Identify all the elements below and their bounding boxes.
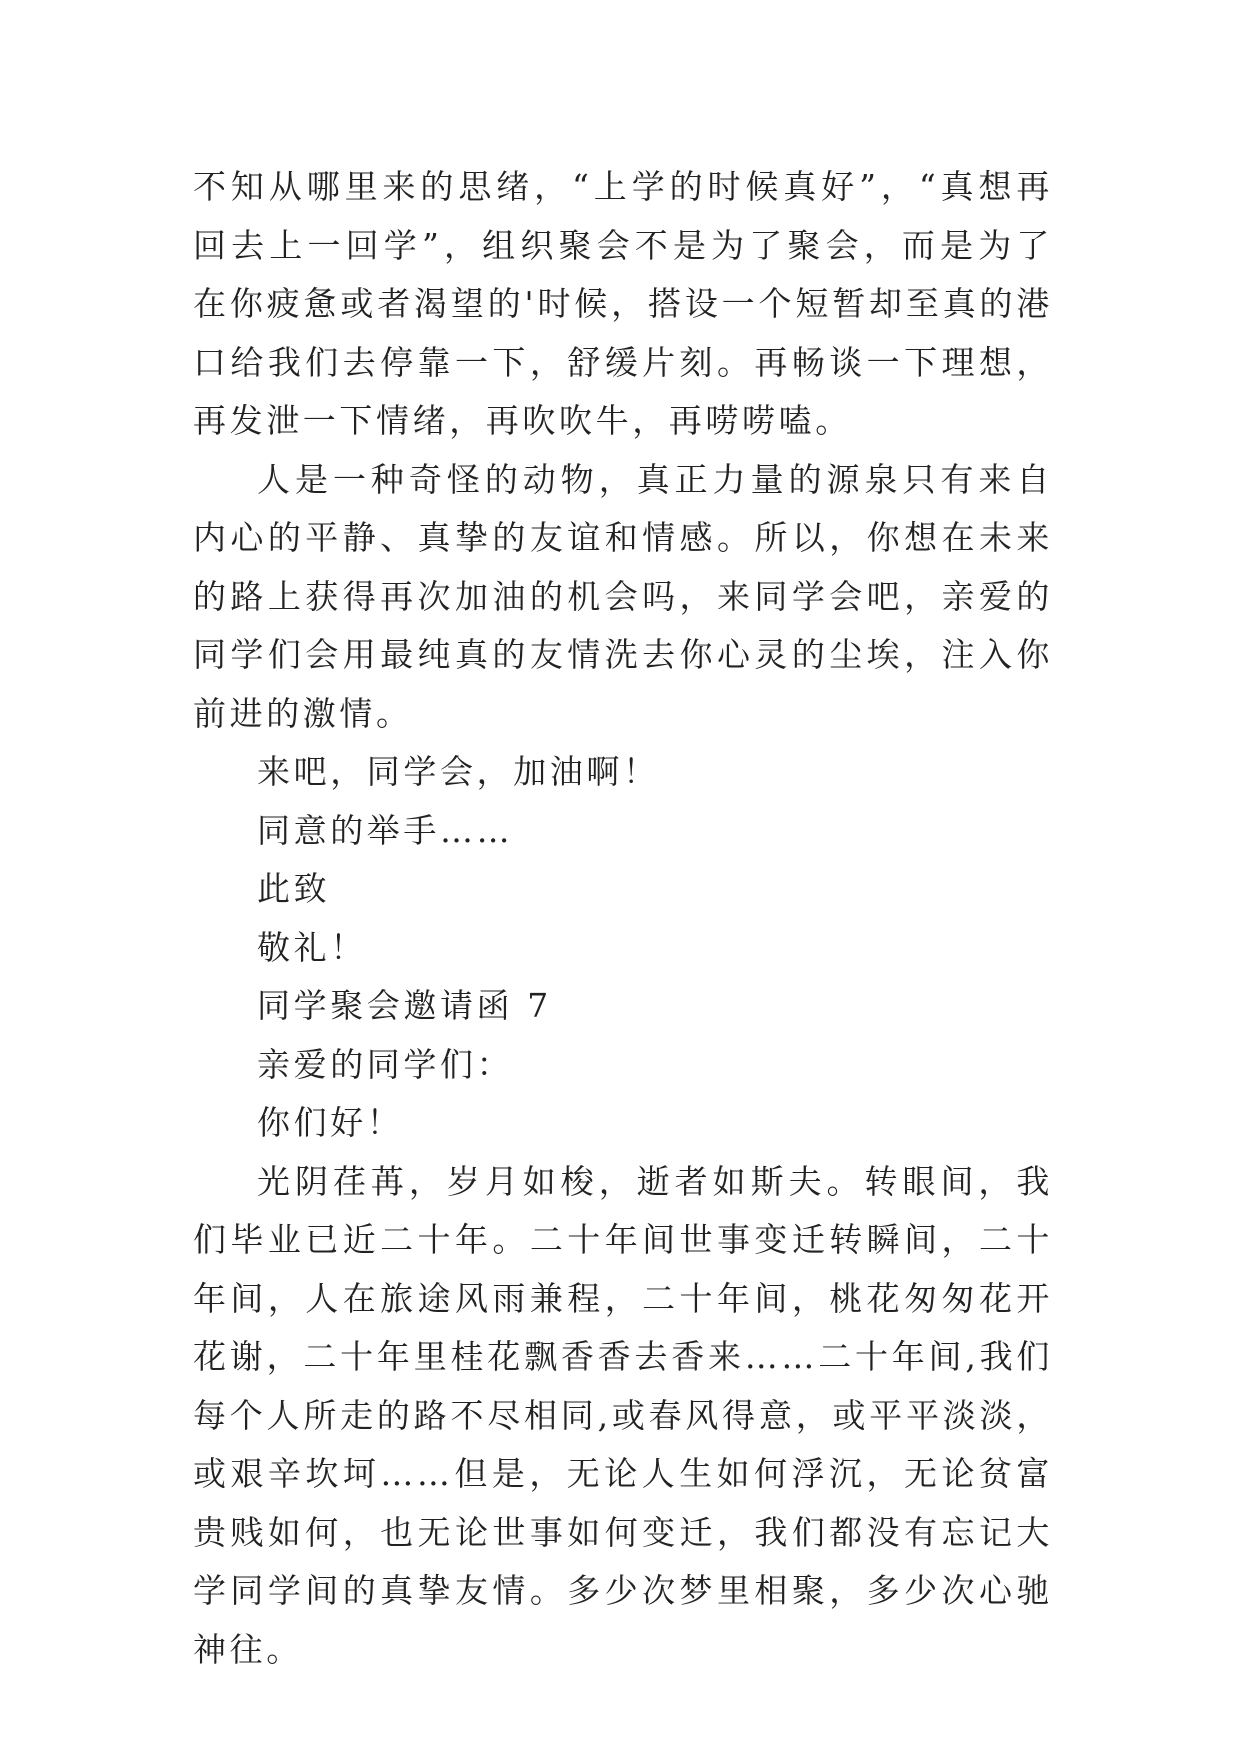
greeting-hello: 你们好！ (257, 1103, 404, 1142)
paragraph-agree: 同意的举手…… (257, 810, 514, 850)
paragraph-continuation: 不知从哪里来的思绪，“上学的时候真好”，“真想再回去上一回学”，组织聚会不是为了聚会，而是为了在你疲惫或者渴望的'时候，搭设一个短暂却至真的港口给我们去停靠一下，舒缓片刻。再畅谈一下理想，再发泄一下情绪，再吹吹牛，再唠唠嗑。 (193, 167, 1053, 440)
paragraph: 人是一种奇怪的动物，真正力量的源泉只有来自内心的平静、真挚的友谊和情感。所以，你想在未来的路上获得再次加油的机会吗，来同学会吧，亲爱的同学们会用最纯真的友情洗去你心灵的尘埃，注入你前进的激情。 (193, 459, 1053, 733)
greeting-recipient: 亲爱的同学们： (257, 1044, 514, 1084)
section-heading: 同学聚会邀请函 7 (257, 986, 552, 1025)
closing-salutation: 此致 (257, 869, 331, 908)
closing-regards: 敬礼！ (257, 927, 367, 967)
paragraph-call-to-action: 来吧，同学会，加油啊！ (257, 752, 660, 791)
document-body (193, 158, 1053, 1679)
paragraph: 光阴荏苒，岁月如梭，逝者如斯夫。转眼间，我们毕业已近二十年。二十年间世事变迁转瞬间，二十年间，人在旅途风雨兼程，二十年间，桃花匆匆花开花谢，二十年里桂花飘香香去香来……二十年间,我们每个人所走的路不尽相同,或春风得意，或平平淡淡，或艰辛坎坷……但是，无论人生如何浮沉，无论贫富贵贱如何，也无论世事如何变迁，我们都没有忘记大学同学间的真挚友情。多少次梦里相聚，多少次心驰神往。 (193, 1161, 1053, 1669)
